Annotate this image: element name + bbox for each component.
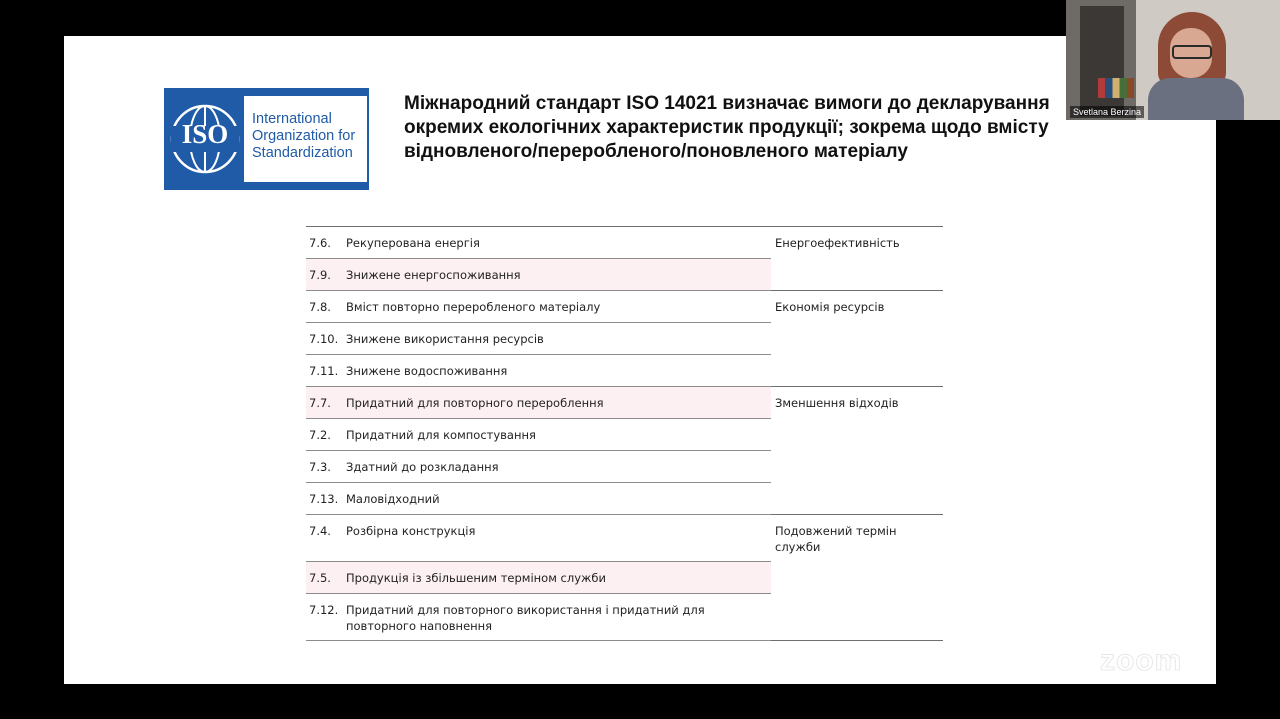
bookshelf-background (1080, 6, 1124, 116)
iso-badge: ISO (181, 119, 229, 149)
participant-name-tag: Svetlana Berzina (1070, 106, 1144, 118)
table-cell-category (771, 451, 943, 483)
table-cell-category (771, 355, 943, 387)
slide-title: Міжнародний стандарт ISO 14021 визначає вимоги до декларування окремих екологічних характеристик продукції; зокрема щодо вмісту відновленого/переробленого/поновленого матеріалу (404, 93, 1050, 162)
table-cell-category: Подовжений термін служби (771, 515, 943, 562)
table-cell-code: 7.9. (306, 259, 346, 291)
table-cell-code: 7.6. (306, 227, 346, 259)
table-cell-code: 7.5. (306, 561, 346, 593)
glasses-icon (1172, 45, 1212, 59)
table-cell-name: Знижене використання ресурсів (346, 323, 771, 355)
table-cell-code: 7.10. (306, 323, 346, 355)
table-cell-code: 7.3. (306, 451, 346, 483)
table-cell-name: Придатний для компостування (346, 419, 771, 451)
table-cell-name: Розбірна конструкція (346, 515, 771, 562)
table-cell-code: 7.11. (306, 355, 346, 387)
table-cell-category: Зменшення відходів (771, 387, 943, 419)
table-cell-category (771, 323, 943, 355)
table-cell-category: Економія ресурсів (771, 291, 943, 323)
table-row (306, 387, 943, 419)
table-cell-name: Продукція із збільшеним терміном служби (346, 561, 771, 593)
iso-org-name: International Organization for Standardization (252, 111, 356, 161)
table-row (306, 515, 943, 562)
table-cell-category (771, 483, 943, 515)
table-cell-code: 7.2. (306, 419, 346, 451)
table-row (306, 323, 943, 355)
table-cell-name: Знижене енергоспоживання (346, 259, 771, 291)
claims-table (306, 226, 943, 641)
table-row (306, 355, 943, 387)
table-cell-name: Вміст повторно переробленого матеріалу (346, 291, 771, 323)
table-row (306, 483, 943, 515)
table-cell-code: 7.4. (306, 515, 346, 562)
table-cell-category (771, 419, 943, 451)
participant-body (1148, 78, 1244, 120)
table-cell-name: Знижене водоспоживання (346, 355, 771, 387)
table-cell-name: Придатний для повторного використання і придатний для повторного наповнення (346, 593, 771, 640)
shared-slide (64, 36, 1216, 684)
table-row (306, 227, 943, 259)
table-row (306, 451, 943, 483)
table-cell-name: Рекуперована енергія (346, 227, 771, 259)
iso-org-name-panel (244, 96, 367, 182)
table-cell-category (771, 561, 943, 593)
zoom-watermark: zoom (1100, 644, 1183, 677)
table-row (306, 419, 943, 451)
table-cell-code: 7.13. (306, 483, 346, 515)
table-cell-category (771, 593, 943, 640)
table-cell-name: Здатний до розкладання (346, 451, 771, 483)
table-cell-code: 7.12. (306, 593, 346, 640)
iso-logo (164, 88, 369, 190)
table-cell-name: Маловідходний (346, 483, 771, 515)
table-row (306, 593, 943, 640)
table-cell-category: Енергоефективність (771, 227, 943, 259)
table-row (306, 291, 943, 323)
table-cell-code: 7.7. (306, 387, 346, 419)
participant-video-thumbnail[interactable] (1066, 0, 1280, 120)
table-row (306, 561, 943, 593)
table-cell-category (771, 259, 943, 291)
table-row (306, 259, 943, 291)
table-cell-name: Придатний для повторного перероблення (346, 387, 771, 419)
table-cell-code: 7.8. (306, 291, 346, 323)
